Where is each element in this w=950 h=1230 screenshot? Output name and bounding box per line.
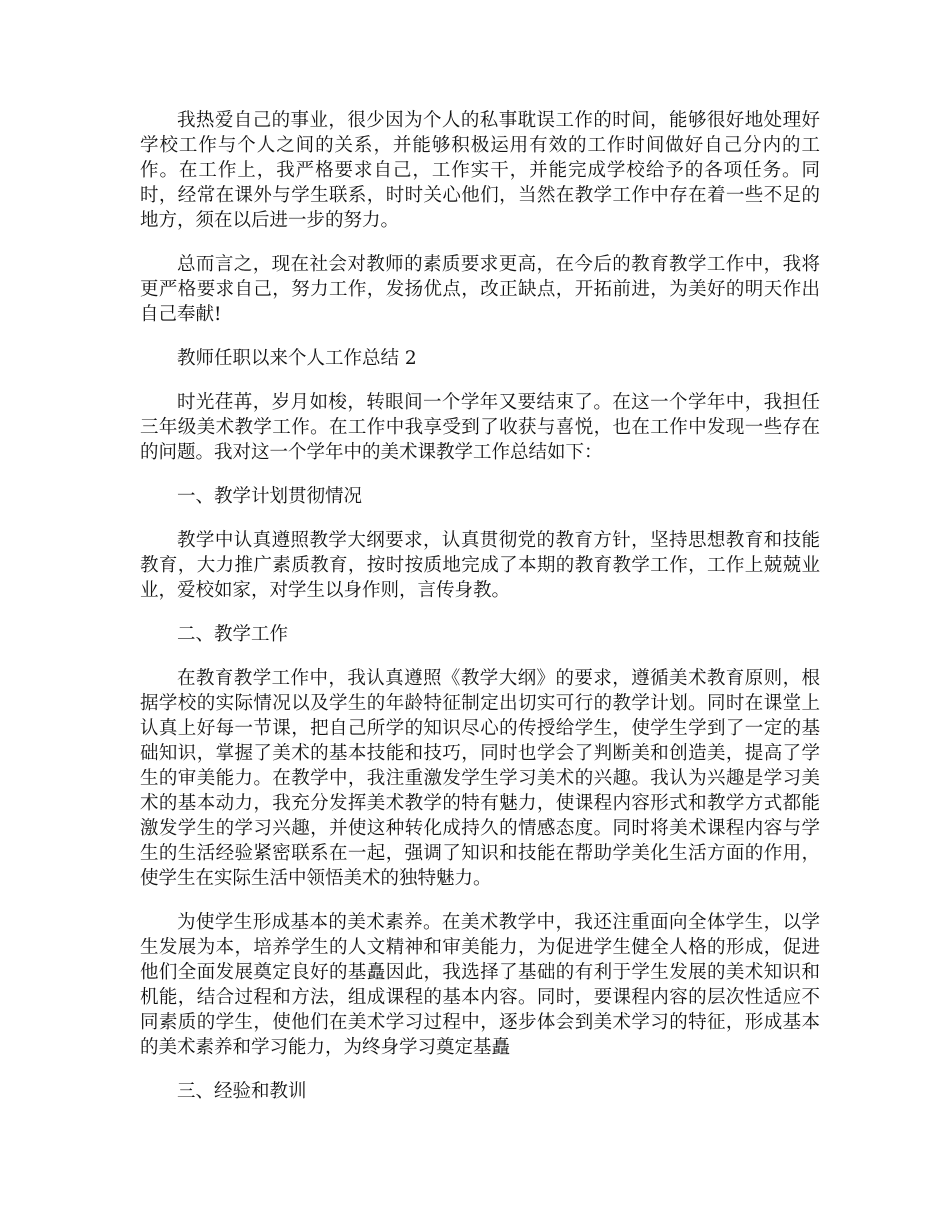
- paragraph-intro: 时光荏苒，岁月如梭，转眼间一个学年又要结束了。在这一个学年中，我担任三年级美术教学工作。在工作中我享受到了收获与喜悦，也在工作中发现一些存在的问题。我对这一个学年中的美术课教学工作总结如下：: [140, 392, 820, 463]
- section-heading-teaching: 二、教学工作: [177, 624, 289, 645]
- paragraph-work-attitude: 我热爱自己的事业，很少因为个人的私事耽误工作的时间，能够很好地处理好学校工作与个人之间的关系，并能够积极运用有效的工作时间做好自己分内的工作。在工作上，我严格要求自己，工作实干，并能完成学校给予的各项任务。同时，经常在课外与学生联系，时时关心他们，当然在教学工作中存在着一些不足的地方，须在以后进一步的努力。: [140, 110, 820, 231]
- paragraph-conclusion: 总而言之，现在社会对教师的素质要求更高，在今后的教育教学工作中，我将更严格要求自己，努力工作，发扬优点，改正缺点，开拓前进，为美好的明天作出自己奉献!: [140, 254, 820, 325]
- paragraph-teaching: 在教育教学工作中，我认真遵照《教学大纲》的要求，遵循美术教育原则，根据学校的实际情况以及学生的年龄特征制定出切实可行的教学计划。同时在课堂上认真上好每一节课，把自己所学的知识尽心的传授给学生，使学生学到了一定的基础知识，掌握了美术的基本技能和技巧，同时也学会了判断美和创造美，提高了学生的审美能力。在教学中，我注重激发学生学习美术的兴趣。我认为兴趣是学习美术的基本动力，我充分发挥美术教学的特有魅力，使课程内容形式和教学方式都能激发学生的学习兴趣，并使这种转化成持久的情感态度。同时将美术课程内容与学生的生活经验紧密联系在一起，强调了知识和技能在帮助学美化生活方面的作用，使学生在实际生活中领悟美术的独特魅力。: [140, 668, 820, 889]
- paragraph-literacy: 为使学生形成基本的美术素养。在美术教学中，我还注重面向全体学生，以学生发展为本，培养学生的人文精神和审美能力，为促进学生健全人格的形成，促进他们全面发展奠定良好的基矗因此，我选择了基础的有利于学生发展的美术知识和机能，结合过程和方法，组成课程的基本内容。同时，要课程内容的层次性适应不同素质的学生，使他们在美术学习过程中，逐步体会到美术学习的特征，形成基本的美术素养和学习能力，为终身学习奠定基矗: [140, 912, 820, 1058]
- section-heading-experience: 三、经验和教训: [177, 1081, 307, 1102]
- section-heading-plan: 一、教学计划贯彻情况: [177, 486, 363, 507]
- paragraph-plan: 教学中认真遵照教学大纲要求，认真贯彻党的教育方针，坚持思想教育和技能教育，大力推广素质教育，按时按质地完成了本期的教育教学工作，工作上兢兢业业，爱校如家，对学生以身作则，言传身教。: [140, 530, 820, 601]
- document-body: [140, 108, 820, 1123]
- section-title-summary-2: 教师任职以来个人工作总结 2: [177, 348, 417, 369]
